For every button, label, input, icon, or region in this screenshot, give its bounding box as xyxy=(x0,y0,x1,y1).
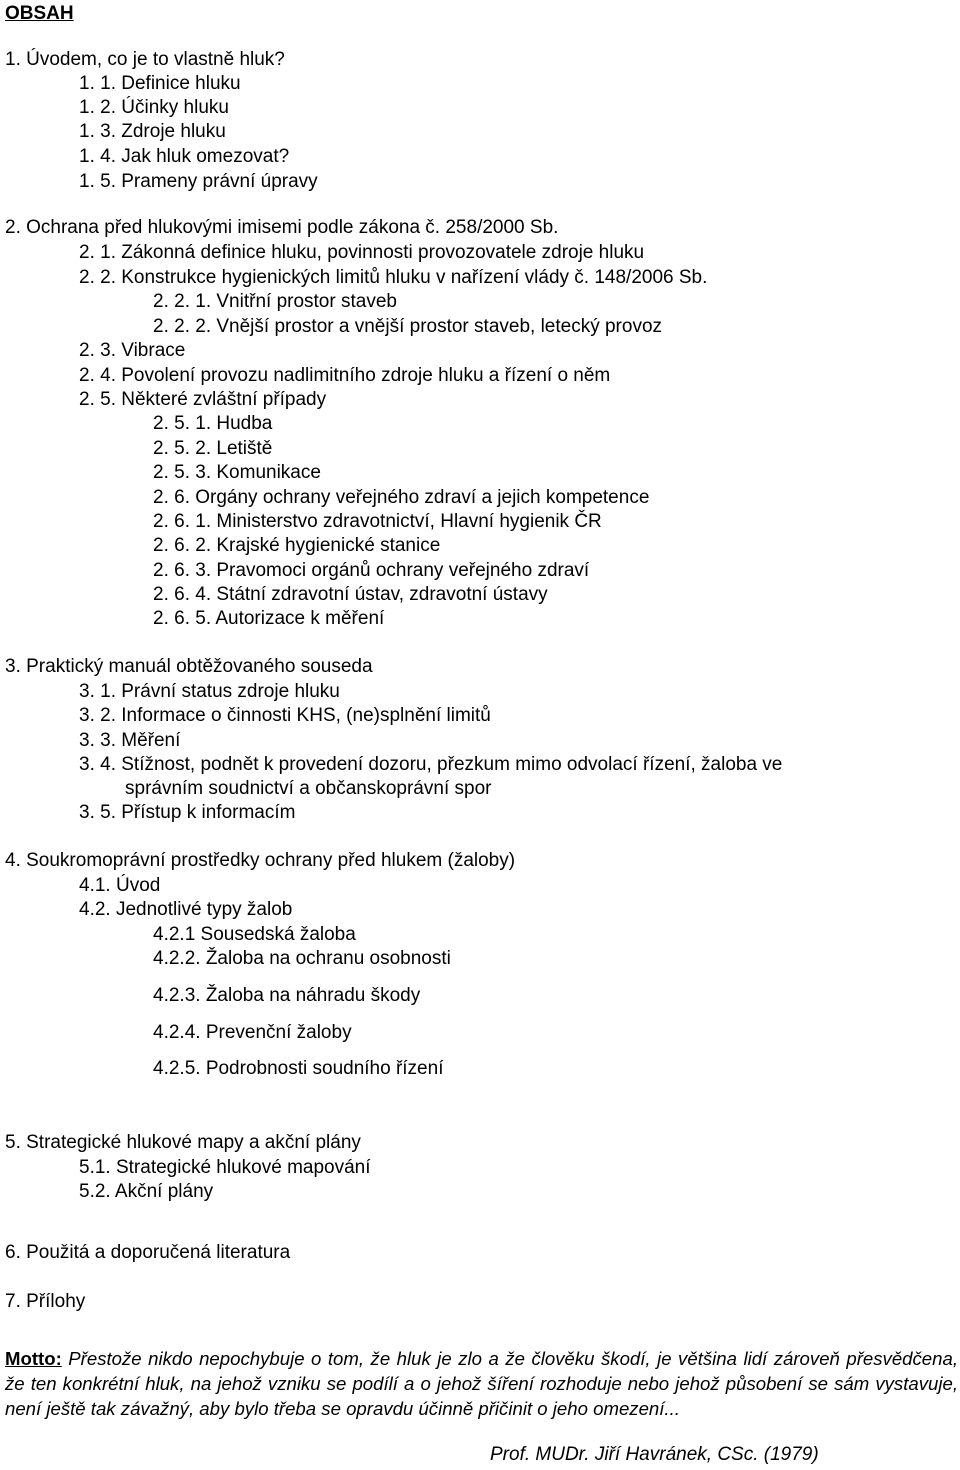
toc-item: 2. 5. 1. Hudba xyxy=(153,413,273,434)
toc-item: 3. 3. Měření xyxy=(79,730,181,751)
toc-item: 3. Praktický manuál obtěžovaného souseda xyxy=(5,656,373,677)
toc-item: 2. 6. 5. Autorizace k měření xyxy=(153,608,385,629)
toc-item: 1. 5. Prameny právní úpravy xyxy=(79,171,318,192)
toc-item: 1. 2. Účinky hluku xyxy=(79,97,229,118)
toc-item: 4.2.1 Sousedská žaloba xyxy=(153,924,356,945)
toc-item: 2. 6. 3. Pravomoci orgánů ochrany veřejného zdraví xyxy=(153,560,590,581)
toc-item: správním soudnictví a občanskoprávní spor xyxy=(125,778,492,799)
toc-item: 2. 5. Některé zvláštní případy xyxy=(79,389,327,410)
toc-item: 3. 5. Přístup k informacím xyxy=(79,802,296,823)
toc-item: 4.1. Úvod xyxy=(79,875,161,896)
toc-item: 6. Použitá a doporučená literatura xyxy=(5,1242,291,1263)
toc-item: 4.2.2. Žaloba na ochranu osobnosti xyxy=(153,948,451,969)
toc-item: 2. 5. 3. Komunikace xyxy=(153,462,321,483)
toc-item: 4.2.5. Podrobnosti soudního řízení xyxy=(153,1058,444,1079)
toc-item: 2. 6. 2. Krajské hygienické stanice xyxy=(153,535,441,556)
toc-item: 4. Soukromoprávní prostředky ochrany před hlukem (žaloby) xyxy=(5,850,516,871)
toc-item: 3. 1. Právní status zdroje hluku xyxy=(79,681,340,702)
toc-item: 2. 3. Vibrace xyxy=(79,340,186,361)
toc-item: 2. 4. Povolení provozu nadlimitního zdroje hluku a řízení o něm xyxy=(79,365,611,386)
toc-item: 2. 2. 1. Vnitřní prostor staveb xyxy=(153,291,397,312)
motto-label: Motto: xyxy=(5,1348,62,1369)
toc-item: 4.2.4. Prevenční žaloby xyxy=(153,1022,352,1043)
toc-item: 2. 6. 4. Státní zdravotní ústav, zdravotní ústavy xyxy=(153,584,548,605)
toc-item: 1. Úvodem, co je to vlastně hluk? xyxy=(5,49,285,70)
toc-item: 5. Strategické hlukové mapy a akční plány xyxy=(5,1132,361,1153)
toc-item: 2. 6. Orgány ochrany veřejného zdraví a jejich kompetence xyxy=(153,487,650,508)
motto-text: Přestože nikdo nepochybuje o tom, že hluk je zlo a že člověku škodí, je většina lidí zároveň přesvědčena, že ten konkrétní hluk, na jehož vzniku se podílí a o jehož šíření rozhoduje nebo jehož působení se sám vystavuje, není ještě tak závažný, aby bylo třeba se opravdu účinně přičinit o jeho omezení... xyxy=(5,1348,958,1419)
toc-item: 2. 5. 2. Letiště xyxy=(153,438,273,459)
toc-item: 5.1. Strategické hlukové mapování xyxy=(79,1157,371,1178)
toc-item: 1. 1. Definice hluku xyxy=(79,73,241,94)
motto-author: Prof. MUDr. Jiří Havránek, CSc. (1979) xyxy=(490,1444,819,1465)
toc-item: 5.2. Akční plány xyxy=(79,1181,214,1202)
toc-item: 4.2.3. Žaloba na náhradu škody xyxy=(153,985,421,1006)
page-title: OBSAH xyxy=(5,3,74,24)
toc-item: 4.2. Jednotlivé typy žalob xyxy=(79,899,293,920)
toc-item: 3. 2. Informace o činnosti KHS, (ne)splnění limitů xyxy=(79,705,491,726)
toc-item: 2. 2. Konstrukce hygienických limitů hluku v nařízení vlády č. 148/2006 Sb. xyxy=(79,267,708,288)
toc-item: 1. 4. Jak hluk omezovat? xyxy=(79,146,290,167)
toc-item: 2. 2. 2. Vnější prostor a vnější prostor staveb, letecký provoz xyxy=(153,316,663,337)
toc-item: 2. Ochrana před hlukovými imisemi podle zákona č. 258/2000 Sb. xyxy=(5,217,559,238)
toc-item: 3. 4. Stížnost, podnět k provedení dozoru, přezkum mimo odvolací řízení, žaloba ve xyxy=(79,754,783,775)
toc-item: 2. 6. 1. Ministerstvo zdravotnictví, Hlavní hygienik ČR xyxy=(153,511,602,532)
toc-item: 2. 1. Zákonná definice hluku, povinnosti provozovatele zdroje hluku xyxy=(79,242,645,263)
toc-item: 1. 3. Zdroje hluku xyxy=(79,121,226,142)
toc-item: 7. Přílohy xyxy=(5,1291,86,1312)
motto-quote xyxy=(5,1346,958,1421)
